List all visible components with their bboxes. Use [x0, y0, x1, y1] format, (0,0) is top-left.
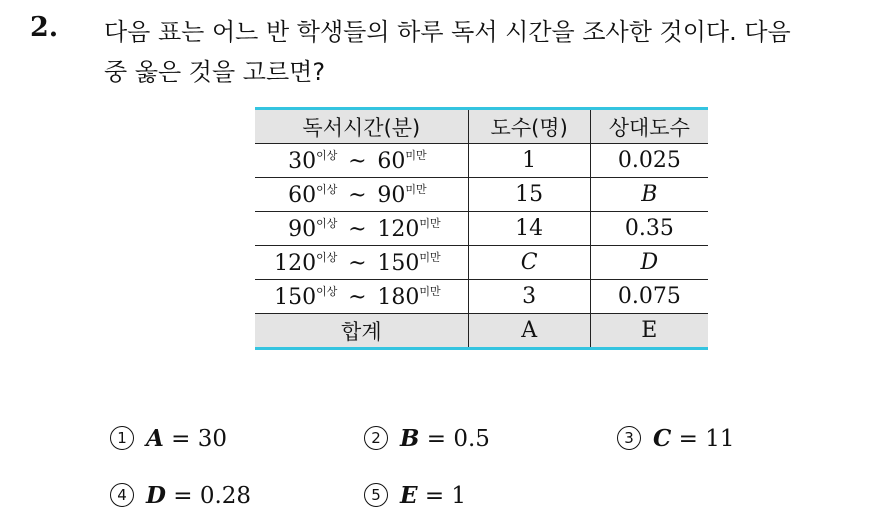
interval-cell	[255, 280, 468, 314]
choice-variable: A	[146, 425, 164, 452]
choice-variable: C	[653, 425, 672, 452]
relative-frequency-cell: D	[590, 246, 708, 280]
interval-low: 150	[274, 285, 317, 310]
choice-equation: = 1	[417, 483, 467, 509]
header-frequency: 도수(명)	[468, 109, 590, 144]
table-row	[255, 246, 708, 280]
lower-suffix: 이상	[316, 251, 338, 264]
tilde: ~	[348, 183, 367, 208]
relative-frequency-cell: B	[590, 178, 708, 212]
choice-variable: E	[400, 482, 418, 509]
frequency-cell: 14	[468, 212, 590, 246]
question-text	[104, 12, 874, 92]
relative-frequency-cell: 0.35	[590, 212, 708, 246]
tilde: ~	[348, 251, 367, 276]
table-row	[255, 144, 708, 178]
total-relative-frequency: E	[590, 314, 708, 349]
relative-frequency-cell: 0.075	[590, 280, 708, 314]
interval-high: 90	[377, 183, 406, 208]
interval-high: 180	[377, 285, 420, 310]
table-row	[255, 280, 708, 314]
choice-4[interactable]	[110, 482, 251, 509]
circled-number-1-icon: 1	[110, 426, 134, 450]
choice-equation: = 30	[163, 426, 228, 452]
circled-number-2-icon: 2	[364, 426, 388, 450]
total-frequency: A	[468, 314, 590, 349]
tilde: ~	[348, 149, 367, 174]
question-line-2: 중 옳은 것을 고르면?	[104, 58, 326, 86]
choice-variable: D	[146, 482, 166, 509]
relative-frequency-cell: 0.025	[590, 144, 708, 178]
interval-low: 120	[274, 251, 317, 276]
question-line-1: 다음 표는 어느 반 학생들의 하루 독서 시간을 조사한 것이다. 다음	[104, 18, 791, 46]
frequency-cell: 15	[468, 178, 590, 212]
interval-cell	[255, 144, 468, 178]
question-number: 2.	[30, 12, 59, 43]
interval-low: 30	[288, 149, 317, 174]
interval-high: 60	[377, 149, 406, 174]
choice-2[interactable]	[364, 425, 490, 452]
frequency-table	[255, 107, 708, 350]
table-header-row	[255, 109, 708, 144]
interval-cell	[255, 178, 468, 212]
frequency-cell: 1	[468, 144, 590, 178]
table-total-row	[255, 314, 708, 349]
choice-1[interactable]	[110, 425, 227, 452]
interval-high: 120	[377, 217, 420, 242]
table-row	[255, 212, 708, 246]
total-label: 합계	[255, 314, 468, 349]
choice-variable: B	[400, 425, 420, 452]
upper-suffix: 미만	[405, 183, 427, 196]
header-reading-time: 독서시간(분)	[255, 109, 468, 144]
upper-suffix: 미만	[405, 149, 427, 162]
interval-cell	[255, 246, 468, 280]
interval-high: 150	[377, 251, 420, 276]
lower-suffix: 이상	[316, 217, 338, 230]
lower-suffix: 이상	[316, 149, 338, 162]
circled-number-4-icon: 4	[110, 483, 134, 507]
header-relative-frequency: 상대도수	[590, 109, 708, 144]
lower-suffix: 이상	[316, 285, 338, 298]
frequency-cell: C	[468, 246, 590, 280]
choice-equation: = 0.5	[419, 426, 490, 452]
circled-number-3-icon: 3	[617, 426, 641, 450]
upper-suffix: 미만	[419, 217, 441, 230]
tilde: ~	[348, 285, 367, 310]
table-row	[255, 178, 708, 212]
lower-suffix: 이상	[316, 183, 338, 196]
tilde: ~	[348, 217, 367, 242]
upper-suffix: 미만	[419, 285, 441, 298]
upper-suffix: 미만	[419, 251, 441, 264]
circled-number-5-icon: 5	[364, 483, 388, 507]
choice-5[interactable]	[364, 482, 466, 509]
choice-equation: = 0.28	[165, 483, 252, 509]
choice-3[interactable]	[617, 425, 734, 452]
interval-low: 60	[288, 183, 317, 208]
frequency-cell: 3	[468, 280, 590, 314]
interval-cell	[255, 212, 468, 246]
interval-low: 90	[288, 217, 317, 242]
choice-equation: = 11	[671, 426, 735, 452]
